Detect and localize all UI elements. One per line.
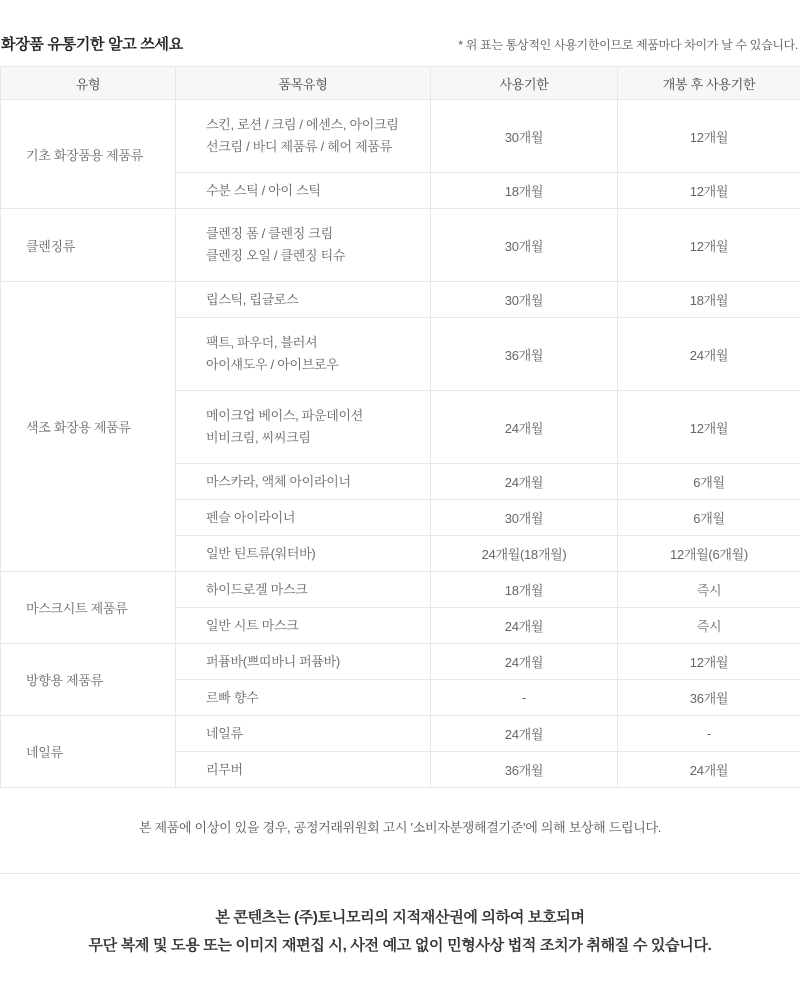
item-type-cell	[176, 173, 431, 209]
item-line: 스킨, 로션 / 크림 / 에센스, 아이크림	[206, 117, 399, 132]
item-line: 르빠 향수	[206, 689, 259, 705]
item-type-cell	[176, 100, 431, 173]
table-row	[1, 572, 800, 608]
table-row	[1, 644, 800, 680]
item-type-cell	[176, 391, 431, 464]
use-period-cell: 30개월	[431, 500, 618, 536]
use-period-cell: 30개월	[431, 282, 618, 318]
after-open-period-cell: 6개월	[618, 500, 800, 536]
item-line: 립스틱, 립글로스	[206, 291, 299, 307]
after-open-period-cell: 12개월	[618, 391, 800, 464]
table-disclaimer-note: * 위 표는 통상적인 사용기한이므로 제품마다 차이가 날 수 있습니다.	[458, 38, 798, 52]
expiry-table	[0, 66, 800, 788]
use-period-cell: 18개월	[431, 572, 618, 608]
use-period-cell: 36개월	[431, 318, 618, 391]
after-open-period-cell: 6개월	[618, 464, 800, 500]
table-row	[1, 282, 800, 318]
after-open-period-cell: 12개월	[618, 100, 800, 173]
after-open-period-cell: 12개월	[618, 644, 800, 680]
copyright-block	[0, 904, 800, 960]
after-open-period-cell: 24개월	[618, 752, 800, 788]
product-type-cell: 네일류	[1, 716, 176, 788]
use-period-cell: 24개월(18개월)	[431, 536, 618, 572]
after-open-period-cell: 즉시	[618, 572, 800, 608]
item-type-cell	[176, 572, 431, 608]
item-type-cell	[176, 282, 431, 318]
table-row	[1, 716, 800, 752]
use-period-cell: 24개월	[431, 716, 618, 752]
use-period-cell: 30개월	[431, 209, 618, 282]
after-open-period-cell: 12개월	[618, 209, 800, 282]
item-type-cell	[176, 500, 431, 536]
footer-divider	[0, 873, 800, 874]
item-line: 수분 스틱 / 아이 스틱	[206, 182, 321, 198]
after-open-period-cell: 즉시	[618, 608, 800, 644]
use-period-cell: 24개월	[431, 391, 618, 464]
copyright-line-2: 무단 복제 및 도용 또는 이미지 재편집 시, 사전 예고 없이 민형사상 법적 조치가 취해질 수 있습니다.	[88, 937, 712, 954]
item-line: 네일류	[206, 725, 243, 741]
after-open-period-cell: 12개월(6개월)	[618, 536, 800, 572]
item-line: 아이섀도우 / 아이브로우	[206, 357, 339, 372]
item-line: 일반 시트 마스크	[206, 617, 299, 633]
item-line: 퍼퓸바(쁘띠바니 퍼퓸바)	[206, 653, 340, 669]
table-row	[1, 100, 800, 173]
item-line: 리무버	[206, 761, 243, 777]
product-type-cell: 마스크시트 제품류	[1, 572, 176, 644]
item-line: 팩트, 파우더, 블러셔	[206, 335, 318, 350]
after-open-period-cell: 36개월	[618, 680, 800, 716]
table-row	[1, 209, 800, 282]
column-header: 개봉 후 사용기한	[618, 67, 800, 100]
item-type-cell	[176, 464, 431, 500]
use-period-cell: 36개월	[431, 752, 618, 788]
page-header	[0, 33, 800, 54]
item-type-cell	[176, 318, 431, 391]
table-header	[1, 67, 800, 100]
product-type-cell: 클렌징류	[1, 209, 176, 282]
after-open-period-cell: -	[618, 716, 800, 752]
item-line: 마스카라, 액체 아이라이너	[206, 473, 351, 489]
column-header: 품목유형	[176, 67, 431, 100]
item-type-cell	[176, 680, 431, 716]
item-type-cell	[176, 644, 431, 680]
item-line: 선크림 / 바디 제품류 / 헤어 제품류	[206, 139, 392, 154]
column-header: 유형	[1, 67, 176, 100]
after-open-period-cell: 24개월	[618, 318, 800, 391]
product-type-cell: 기초 화장품용 제품류	[1, 100, 176, 209]
item-line: 클렌징 오일 / 클렌징 티슈	[206, 248, 346, 263]
table-body	[1, 100, 800, 788]
use-period-cell: 24개월	[431, 464, 618, 500]
item-type-cell	[176, 536, 431, 572]
item-type-cell	[176, 608, 431, 644]
use-period-cell: 24개월	[431, 644, 618, 680]
use-period-cell: 24개월	[431, 608, 618, 644]
item-line: 하이드로겔 마스크	[206, 581, 308, 597]
column-header: 사용기한	[431, 67, 618, 100]
item-type-cell	[176, 716, 431, 752]
copyright-line-1: 본 콘텐츠는 (주)토니모리의 지적재산권에 의하여 보호되며	[215, 909, 585, 926]
use-period-cell: 18개월	[431, 173, 618, 209]
item-line: 일반 틴트류(워터바)	[206, 545, 316, 561]
item-type-cell	[176, 209, 431, 282]
product-type-cell: 방향용 제품류	[1, 644, 176, 716]
product-type-cell: 색조 화장용 제품류	[1, 282, 176, 572]
after-open-period-cell: 12개월	[618, 173, 800, 209]
use-period-cell: 30개월	[431, 100, 618, 173]
header-row	[1, 67, 800, 100]
page-title: 화장품 유통기한 알고 쓰세요	[1, 36, 183, 53]
item-line: 클렌징 폼 / 클렌징 크림	[206, 226, 333, 241]
compensation-notice: 본 제품에 이상이 있을 경우, 공정거래위원회 고시 '소비자분쟁해결기준'에 의해 보상해 드립니다.	[138, 820, 662, 835]
item-line: 비비크림, 씨씨크림	[206, 430, 311, 445]
item-line: 메이크업 베이스, 파운데이션	[206, 408, 364, 423]
item-type-cell	[176, 752, 431, 788]
use-period-cell: -	[431, 680, 618, 716]
after-open-period-cell: 18개월	[618, 282, 800, 318]
item-line: 펜슬 아이라이너	[206, 509, 296, 525]
